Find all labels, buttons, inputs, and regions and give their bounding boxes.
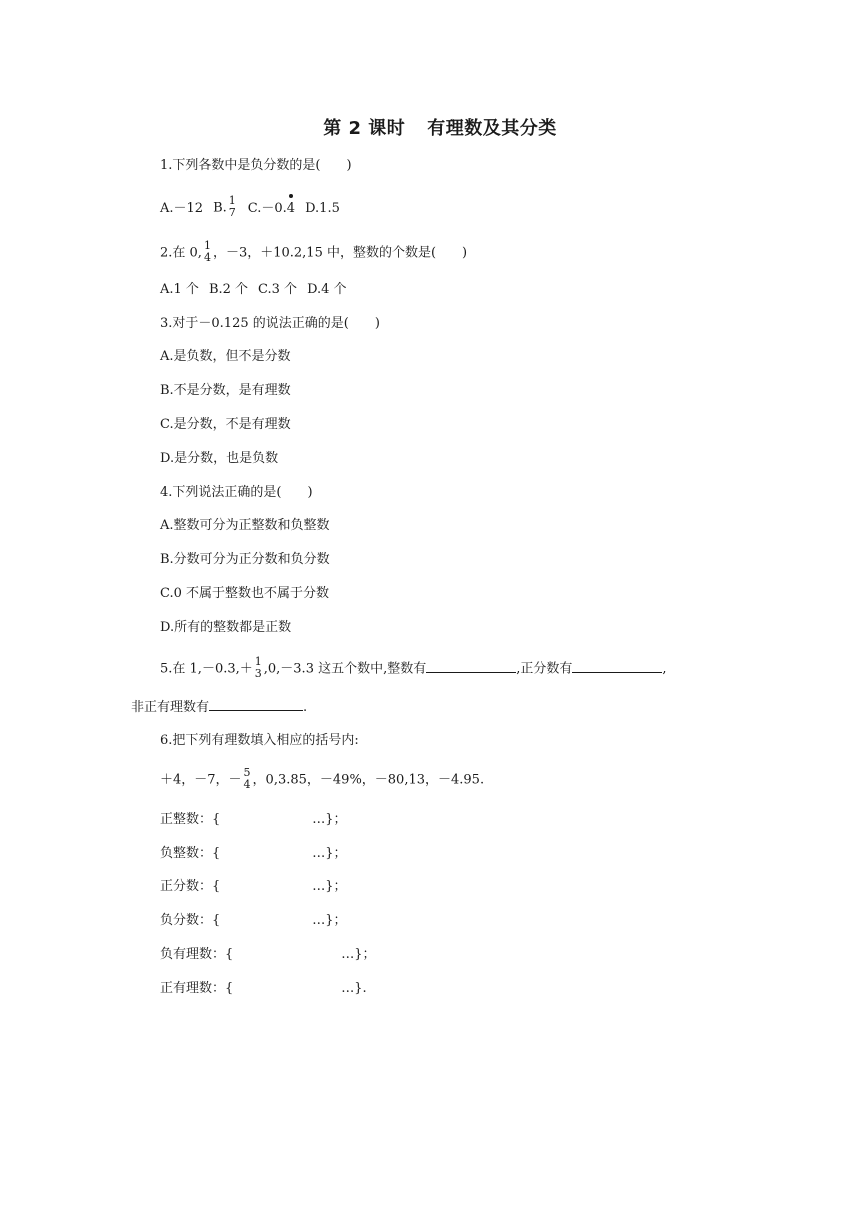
fraction: 1 4 — [203, 239, 211, 264]
answer-blank[interactable] — [426, 660, 516, 673]
set-positive-integers: 正整数：{ …}； — [160, 812, 347, 827]
question-2-options — [160, 282, 357, 298]
set-positive-fractions: 正分数：{ …}； — [160, 879, 347, 894]
q3-option-d: D.是分数，也是负数 — [160, 451, 279, 466]
question-3-stem: 3.对于－0.125 的说法正确的是( ) — [160, 316, 380, 331]
q2-option-a: A.1 个 — [160, 282, 199, 297]
answer-blank[interactable] — [209, 698, 303, 711]
question-4-stem: 4.下列说法正确的是( ) — [160, 485, 313, 500]
answer-blank[interactable] — [572, 660, 662, 673]
q1-option-b: B. 1 7 — [213, 194, 236, 219]
set-negative-fractions: 负分数：{ …}； — [160, 913, 347, 928]
lesson-number: 第 2 课时 — [323, 118, 406, 139]
set-positive-rationals: 正有理数：{ …}. — [160, 981, 367, 996]
page-title — [0, 114, 860, 140]
q3-option-b: B.不是分数，是有理数 — [160, 383, 291, 398]
question-5-line-1: 5.在 1,－0.3,＋ 1 3 ,0,－3.3 这五个数中,整数有 ,正分数有 , — [160, 655, 667, 680]
fraction: 1 3 — [254, 655, 262, 680]
fraction: 1 7 — [228, 194, 236, 219]
question-5-line-2: 非正有理数有 . — [131, 700, 308, 715]
q2-option-c: C.3 个 — [258, 282, 298, 297]
question-6-stem: 6.把下列有理数填入相应的括号内: — [160, 733, 359, 748]
q1-option-a: A.－12 — [160, 200, 204, 216]
q2-option-d: D.4 个 — [307, 282, 347, 297]
set-negative-integers: 负整数：{ …}； — [160, 846, 347, 861]
lesson-topic: 有理数及其分类 — [427, 118, 557, 139]
q2-option-b: B.2 个 — [208, 282, 249, 297]
question-1-options — [160, 196, 350, 220]
question-2-stem: 2.在 0, 1 4 ，－3，＋10.2,15 中，整数的个数是( ) — [160, 239, 468, 264]
question-1-stem: 1.下列各数中是负分数的是( ) — [160, 158, 352, 173]
q4-option-a: A.整数可分为正整数和负整数 — [160, 518, 330, 533]
repeating-decimal-dot: 4 — [286, 200, 296, 216]
question-6-number-list: ＋4，－7，－ 5 4 ，0,3.85，－49%，－80,13，－4.95. — [160, 766, 485, 791]
q1-option-c: C.－0.4 — [247, 200, 296, 216]
set-negative-rationals: 负有理数：{ …}； — [160, 947, 376, 962]
q1-option-d: D.1.5 — [305, 200, 340, 216]
q3-option-a: A.是负数，但不是分数 — [160, 349, 291, 364]
q3-option-c: C.是分数，不是有理数 — [160, 417, 291, 432]
q4-option-d: D.所有的整数都是正数 — [160, 620, 292, 635]
fraction: 5 4 — [243, 766, 251, 791]
q4-option-c: C.0 不属于整数也不属于分数 — [160, 586, 330, 601]
q4-option-b: B.分数可分为正分数和负分数 — [160, 552, 330, 567]
